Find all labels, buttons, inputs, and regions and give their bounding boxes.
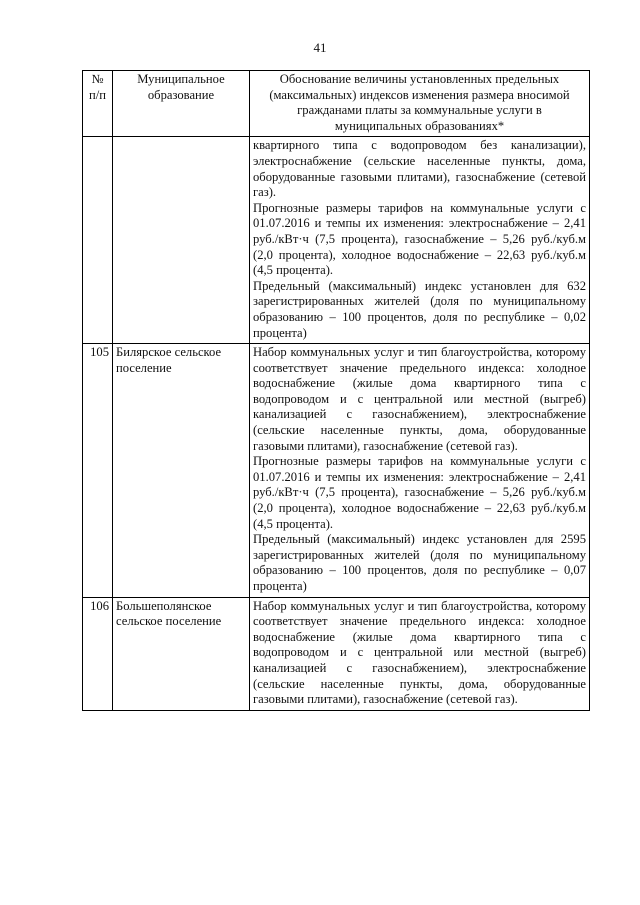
table-header-row [83, 71, 590, 137]
justification-paragraph: Прогнозные размеры тарифов на коммунальные услуги с 01.07.2016 и темпы их изменения: электроснабжение – 2,41 руб./кВт·ч (7,5 процента), газоснабжение – 5,26 руб./куб.м (2,0 процента), холодное водоснабжение – 22,63 руб./куб.м (4,5 процента). [253, 200, 586, 278]
header-municipality: Муниципальное образование [113, 71, 250, 137]
row-justification [250, 137, 590, 344]
header-number: № п/п [83, 71, 113, 137]
row-justification [250, 597, 590, 710]
page-number: 41 [313, 40, 327, 55]
table-row [83, 597, 590, 710]
row-municipality [113, 137, 250, 344]
row-number [83, 137, 113, 344]
header-justification: Обоснование величины установленных предельных (максимальных) индексов изменения размера вносимой гражданами платы за коммунальные услуги в муниципальных образованиях* [250, 71, 590, 137]
row-municipality: Билярское сельское поселение [113, 344, 250, 598]
justification-paragraph: квартирного типа с водопроводом без канализации), электроснабжение (сельские населенные пункты, дома, оборудованные газовыми плитами), газоснабжение (сетевой газ). [253, 138, 586, 200]
justification-paragraph: Предельный (максимальный) индекс установлен для 2595 зарегистрированных жителей (доля по муниципальному образованию – 100 процентов, доля по республике – 0,07 процента) [253, 532, 586, 593]
justification-paragraph: Прогнозные размеры тарифов на коммунальные услуги с 01.07.2016 и темпы их изменения: электроснабжение – 2,41 руб./кВт·ч (7,5 процента), газоснабжение – 5,26 руб./куб.м (2,0 процента), холодное водоснабжение – 22,63 руб./куб.м (4,5 процента). [253, 454, 586, 531]
justification-paragraph: Набор коммунальных услуг и тип благоустройства, которому соответствует значение предельного индекса: холодное водоснабжение (жилые дома квартирного типа с водопроводом и с центральной или местной (выгреб) канализацией с газоснабжением), электроснабжение (сельские населенные пункты, дома, оборудованные газовыми плитами), газоснабжение (сетевой газ). [253, 598, 586, 707]
row-municipality: Большеполянское сельское поселение [113, 597, 250, 710]
justification-paragraph: Набор коммунальных услуг и тип благоустройства, которому соответствует значение предельного индекса: холодное водоснабжение (жилые дома квартирного типа с водопроводом и с центральной или местной (выгреб) канализацией с газоснабжением), электроснабжение (сельские населенные пункты, дома, оборудованные газовыми плитами), газоснабжение (сетевой газ). [253, 345, 586, 453]
tariff-justification-table [82, 70, 590, 711]
row-justification [250, 344, 590, 598]
row-number: 105 [83, 344, 113, 598]
table-row [83, 137, 590, 344]
table-row [83, 344, 590, 598]
row-number: 106 [83, 597, 113, 710]
justification-paragraph: Предельный (максимальный) индекс установлен для 632 зарегистрированных жителей (доля по муниципальному образованию – 100 процентов, доля по республике – 0,02 процента) [253, 278, 586, 340]
